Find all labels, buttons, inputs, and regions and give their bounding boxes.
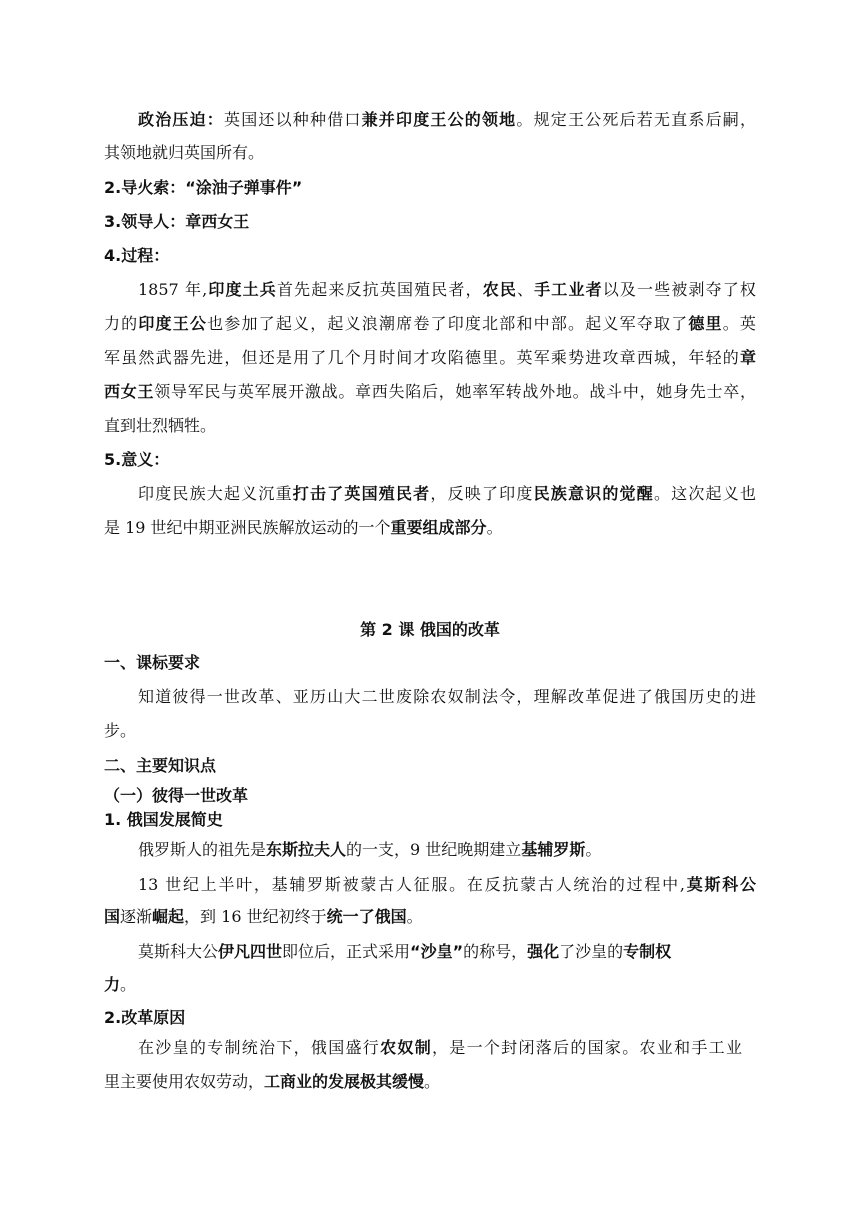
section-curriculum-title: 一、课标要求 — [104, 653, 201, 672]
paragraph-history-5: 力。 — [104, 975, 137, 994]
paragraph-process-1: 1857 年,印度土兵首先起来反抗英国殖民者，农民、手工业者以及一些被剥夺了权 — [138, 280, 756, 299]
heading-process: 4.过程： — [104, 246, 170, 265]
paragraph-process-2: 力的印度王公也参加了起义，起义浪潮席卷了印度北部和中部。起义军夺取了德里。英 — [104, 314, 756, 333]
section-knowledge-title: 二、主要知识点 — [104, 756, 217, 775]
subsection-peter-title: （一）彼得一世改革 — [104, 786, 249, 805]
paragraph-process-5: 直到壮烈牺牲。 — [104, 416, 217, 435]
paragraph-history-3: 国逐渐崛起，到 16 世纪初终于统一了俄国。 — [104, 907, 423, 926]
term-political-oppression: 政治压迫： — [138, 110, 224, 129]
paragraph-meaning-2: 是 19 世纪中期亚洲民族解放运动的一个重要组成部分。 — [104, 518, 503, 537]
paragraph-line: 其领地就归英国所有。 — [104, 143, 265, 162]
paragraph-reason-2: 里主要使用农奴劳动，工商业的发展极其缓慢。 — [104, 1072, 441, 1091]
paragraph-political-oppression: 政治压迫：英国还以种种借口兼并印度王公的领地。规定王公死后若无直系后嗣， — [138, 110, 756, 129]
paragraph-meaning-1: 印度民族大起义沉重打击了英国殖民者，反映了印度民族意识的觉醒。这次起义也 — [138, 484, 756, 503]
heading-leader: 3.领导人：章西女王 — [104, 212, 250, 231]
paragraph-process-4: 西女王领导军民与英军展开激战。章西失陷后，她率军转战外地。战斗中，她身先士卒， — [104, 382, 756, 401]
paragraph-process-3: 军虽然武器先进，但还是用了几个月时间才攻陷德里。英军乘势进攻章西城，年轻的章 — [104, 348, 756, 367]
heading-meaning: 5.意义： — [104, 450, 170, 469]
paragraph-curriculum-2: 步。 — [104, 721, 137, 740]
heading-fuse: 2.导火索：“涂油子弹事件” — [104, 178, 303, 197]
item-reform-reason-title: 2.改革原因 — [104, 1008, 186, 1027]
paragraph-history-1: 俄罗斯人的祖先是东斯拉夫人的一支，9 世纪晚期建立基辅罗斯。 — [138, 840, 602, 859]
paragraph-reason-1: 在沙皇的专制统治下，俄国盛行农奴制，是一个封闭落后的国家。农业和手工业 — [138, 1038, 742, 1057]
paragraph-history-2: 13 世纪上半叶，基辅罗斯被蒙古人征服。在反抗蒙古人统治的过程中,莫斯科公 — [138, 875, 756, 894]
paragraph-curriculum-1: 知道彼得一世改革、亚历山大二世废除农奴制法令，理解改革促进了俄国历史的进 — [138, 687, 756, 706]
lesson-title: 第 2 课 俄国的改革 — [360, 620, 500, 639]
item-history-title: 1. 俄国发展简史 — [104, 810, 223, 829]
term-annex-princes: 兼并印度王公的领地 — [361, 110, 517, 129]
paragraph-history-4: 莫斯科大公伊凡四世即位后，正式采用“沙皇”的称号，强化了沙皇的专制权 — [138, 942, 672, 961]
